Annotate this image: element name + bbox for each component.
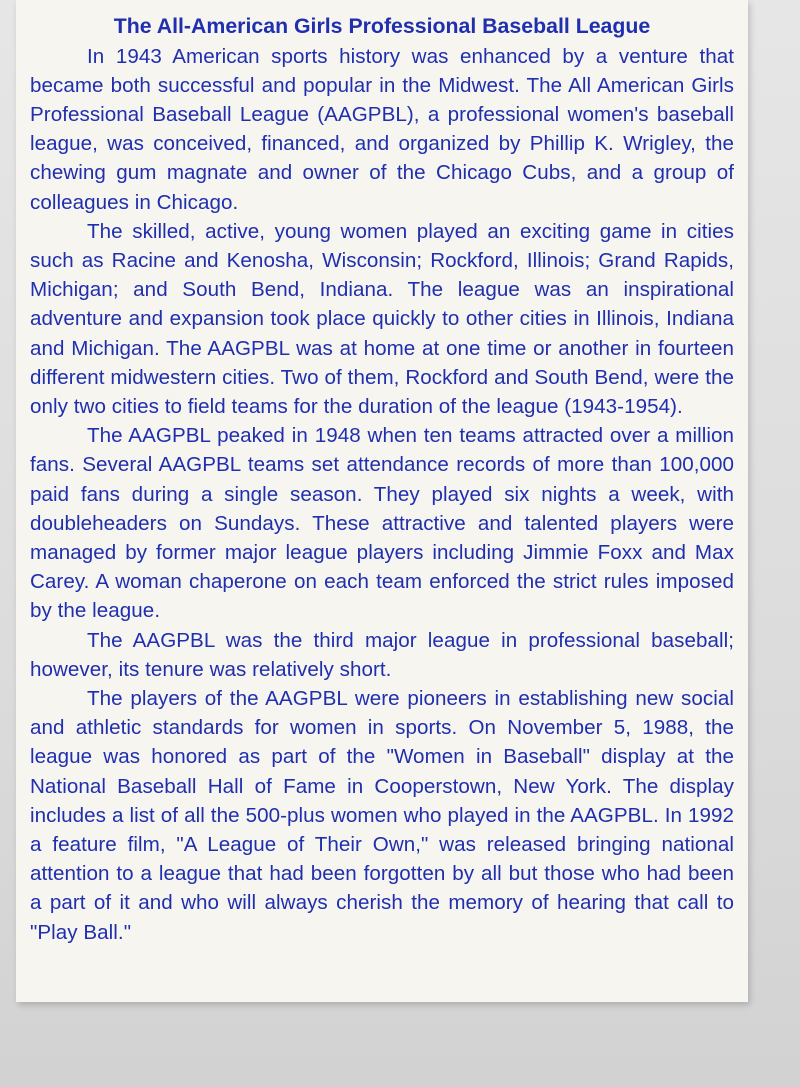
- paragraph-4: The AAGPBL was the third major league in professional baseball; however, its tenure was relatively short.: [30, 628, 734, 681]
- paragraph-2: The skilled, active, young women played an exciting game in cities such as Racine and Kenosha, Wisconsin; Rockford, Illinois; Grand Rapids, Michigan; and South Bend, Indiana. The league was an inspirational adventure and expansion took place quickly to other cities in Illinois, Indiana and Michigan. The AAGPBL was at home at one time or another in fourteen different midwestern cities. Two of them, Rockford and South Bend, were the only two cities to field teams for the duration of the league (1943-1954).: [30, 219, 734, 419]
- card-back: [16, 0, 748, 1002]
- paragraph-5: The players of the AAGPBL were pioneers in establishing new social and athletic standards for women in sports. On November 5, 1988, the league was honored as part of the "Women in Baseball" display at the National Baseball Hall of Fame in Cooperstown, New York. The display includes a list of all the 500-plus women who played in the AAGPBL. In 1992 a feature film, "A League of Their Own," was released bringing national attention to a league that had been forgotten by all but those who had been a part of it and who will always cherish the memory of hearing that call to "Play Ball.": [30, 687, 734, 944]
- card-title: The All-American Girls Professional Baseball League: [113, 14, 651, 38]
- paragraph-3: The AAGPBL peaked in 1948 when ten teams attracted over a million fans. Several AAGPBL teams set attendance records of more than 100,000 paid fans during a single season. They played six nights a week, with doubleheaders on Sundays. These attractive and talented players were managed by former major league players including Jimmie Foxx and Max Carey. A woman chaperone on each team enforced the strict rules imposed by the league.: [30, 424, 734, 623]
- card-text-block: [30, 12, 734, 947]
- paragraph-1: In 1943 American sports history was enhanced by a venture that became both successful and popular in the Midwest. The All American Girls Professional Baseball League (AAGPBL), a professional women's baseball league, was conceived, financed, and organized by Phillip K. Wrigley, the chewing gum magnate and owner of the Chicago Cubs, and a group of colleagues in Chicago.: [30, 44, 734, 214]
